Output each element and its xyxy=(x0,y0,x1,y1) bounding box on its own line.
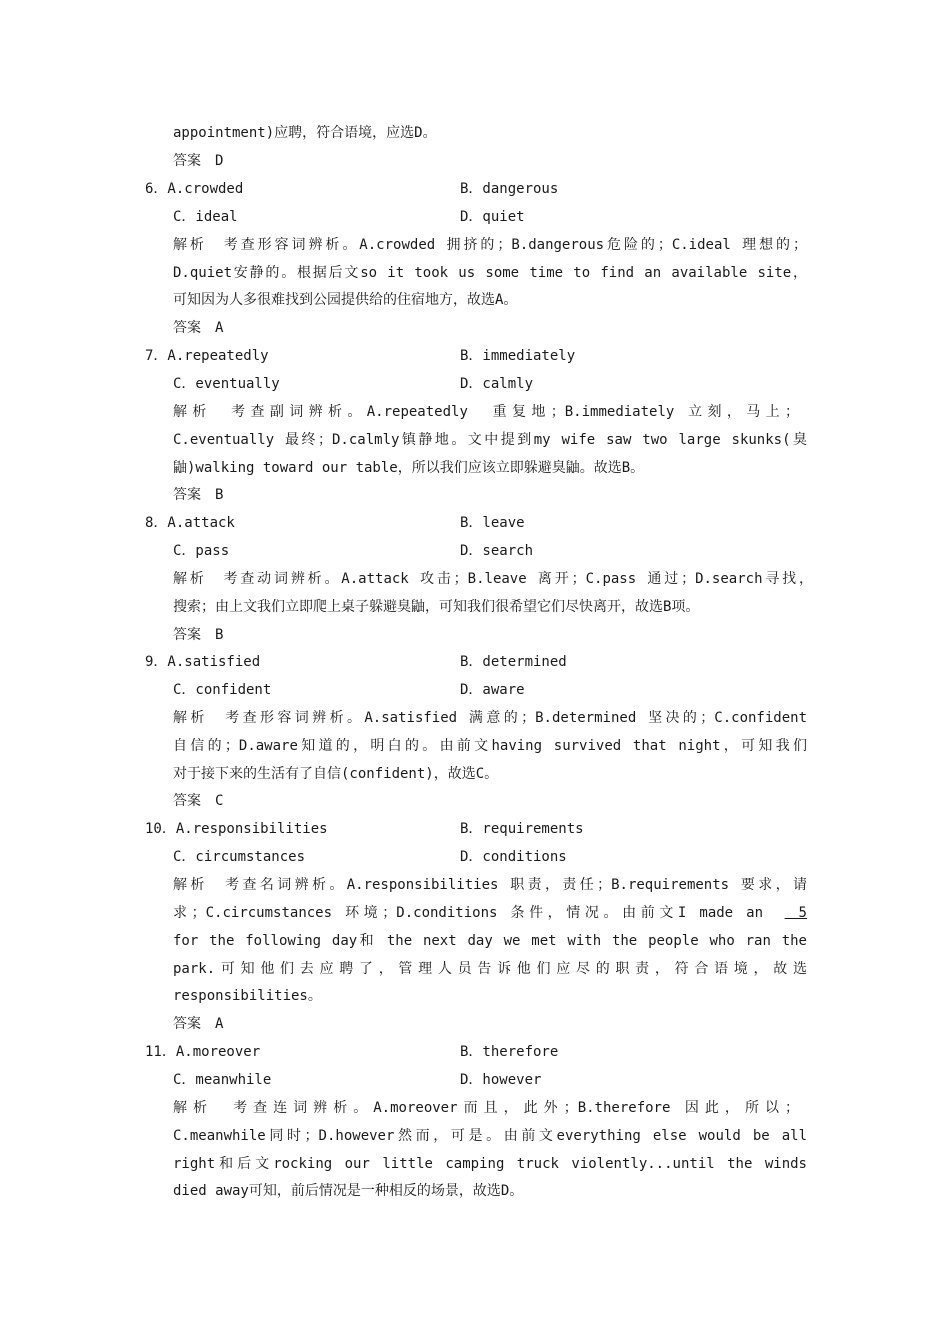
q7-analysis-line: 解析 考查副词辨析。A.repeatedly 重复地；B.immediately 立刻，马上； xyxy=(173,404,799,420)
q8-option-c: C．pass xyxy=(173,543,230,559)
q7-analysis-line: C.eventually 最终；D.calmly镇静地。文中提到my wife saw two large skunks(臭 xyxy=(173,432,807,448)
q7-answer: 答案 B xyxy=(173,487,224,503)
q10-blank-reference: 5 xyxy=(784,905,807,921)
q11-analysis-line: died away可知，前后情况是一种相反的场景，故选D。 xyxy=(173,1183,524,1199)
q8-option-b: B．leave xyxy=(460,515,525,531)
q6-option-a: 6．A.crowded xyxy=(145,181,244,197)
q8-analysis-line: 解析 考查动词辨析。A.attack 攻击；B.leave 离开；C.pass 通过；D.search寻找， xyxy=(173,571,813,587)
q9-answer: 答案 C xyxy=(173,793,224,809)
q8-analysis-line: 搜索；由上文我们立即爬上桌子躲避臭鼬，可知我们很希望它们尽快离开，故选B项。 xyxy=(173,599,700,615)
q9-analysis-line: 自信的；D.aware知道的，明白的。由前文having survived that night，可知我们 xyxy=(173,738,807,754)
q8-option-d: D．search xyxy=(460,543,534,559)
q7-option-d: D．calmly xyxy=(460,376,534,392)
q6-option-c: C．ideal xyxy=(173,209,238,225)
q11-analysis-line: 解析 考查连词辨析。A.moreover而且，此外；B.therefore 因此，所以； xyxy=(173,1100,799,1116)
q10-option-c: C．circumstances xyxy=(173,849,306,865)
answer-5: 答案 D xyxy=(173,153,224,169)
q10-answer: 答案 A xyxy=(173,1016,224,1032)
q9-option-c: C．confident xyxy=(173,682,272,698)
q10-option-d: D．conditions xyxy=(460,849,567,865)
intro-line: appointment)应聘，符合语境，应选D。 xyxy=(173,125,437,141)
q10-analysis-line: park.可知他们去应聘了，管理人员告诉他们应尽的职责，符合语境，故选 xyxy=(173,961,807,977)
q6-answer: 答案 A xyxy=(173,320,224,336)
q6-option-b: B．dangerous xyxy=(460,181,559,197)
q11-option-c: C．meanwhile xyxy=(173,1072,272,1088)
q9-analysis-line: 对于接下来的生活有了自信(confident)，故选C。 xyxy=(173,766,499,782)
q7-option-a: 7．A.repeatedly xyxy=(145,348,269,364)
q9-option-b: B．determined xyxy=(460,654,567,670)
q8-answer: 答案 B xyxy=(173,627,224,643)
q10-analysis-line: for the following day和 the next day we met with the people who ran the xyxy=(173,933,807,949)
q10-analysis-line: 求；C.circumstances 环境；D.conditions 条件，情况。由前文I made an xyxy=(173,905,763,921)
q11-option-d: D．however xyxy=(460,1072,542,1088)
q6-analysis-line: 可知因为人多很难找到公园提供给的住宿地方，故选A。 xyxy=(173,292,518,308)
q7-option-b: B．immediately xyxy=(460,348,576,364)
q6-option-d: D．quiet xyxy=(460,209,525,225)
q6-analysis-line: 解析 考查形容词辨析。A.crowded 拥挤的；B.dangerous危险的；C.ideal 理想的； xyxy=(173,237,807,253)
q7-option-c: C．eventually xyxy=(173,376,280,392)
q7-analysis-line: 鼬)walking toward our table，所以我们应该立即躲避臭鼬。故选B。 xyxy=(173,460,645,476)
q6-analysis-line: D.quiet安静的。根据后文so it took us some time to find an available site， xyxy=(173,265,807,281)
q9-option-a: 9．A.satisfied xyxy=(145,654,261,670)
q11-option-a: 11．A.moreover xyxy=(145,1044,261,1060)
q10-analysis-line: 解析 考查名词辨析。A.responsibilities 职责，责任；B.requirements 要求，请 xyxy=(173,877,807,893)
q8-option-a: 8．A.attack xyxy=(145,515,235,531)
q10-option-a: 10．A.responsibilities xyxy=(145,821,328,837)
q11-analysis-line: C.meanwhile同时；D.however然而，可是。由前文everything else would be all xyxy=(173,1128,807,1144)
q10-option-b: B．requirements xyxy=(460,821,584,837)
q11-option-b: B．therefore xyxy=(460,1044,559,1060)
q11-analysis-line: right和后文rocking our little camping truck violently...until the winds xyxy=(173,1156,807,1172)
q9-option-d: D．aware xyxy=(460,682,525,698)
q10-analysis-line: responsibilities。 xyxy=(173,988,322,1004)
q9-analysis-line: 解析 考查形容词辨析。A.satisfied 满意的；B.determined 坚决的；C.confident xyxy=(173,710,807,726)
